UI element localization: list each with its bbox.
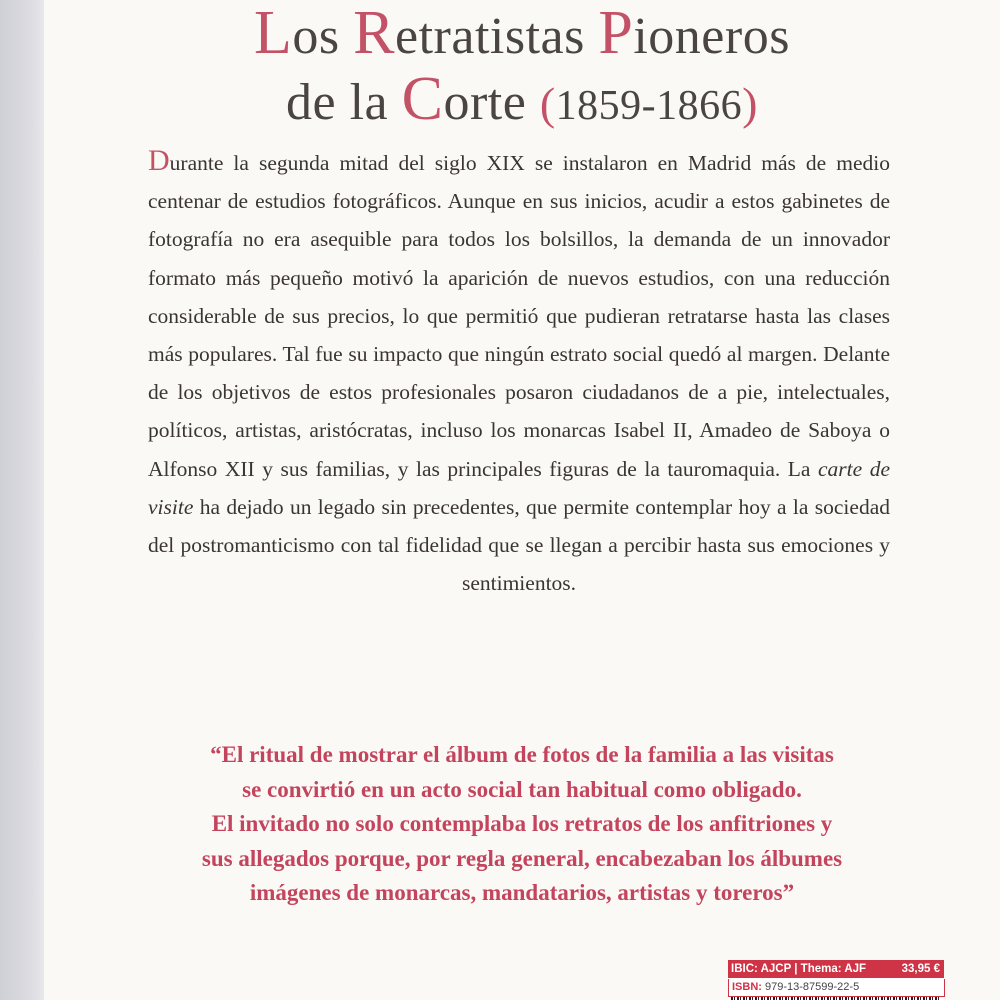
title-paren-open: ( <box>539 78 556 129</box>
title-years: 1859-1866 <box>555 83 743 129</box>
title-cap: R <box>353 0 396 67</box>
quote-line: “El ritual de mostrar el álbum de fotos de la familia a las visitas <box>210 742 834 767</box>
price-label: 33,95 € <box>901 963 940 975</box>
title-word: de la <box>286 74 402 131</box>
isbn-value: 979-13-87599-22-5 <box>765 981 860 993</box>
title-line-2 <box>44 65 1000 137</box>
book-left-edge <box>0 0 44 1000</box>
title-cap: P <box>598 0 634 67</box>
classification-codes: IBIC: AJCP | Thema: AJF <box>731 963 867 975</box>
isbn-label: ISBN: <box>732 981 762 993</box>
quote-line: se convirtió en un acto social tan habitual como obligado. <box>242 776 802 802</box>
drop-cap: D <box>148 144 170 177</box>
synopsis-text: urante la segunda mitad del siglo XIX se instalaron en Madrid más de medio centenar de estudios fotográficos. Aunque en sus inicios, acudir a estos gabinetes de fotografía no era asequible para todos los bolsillos, la demanda de un innovador formato más pequeño motivó la aparición de nuevos estudios, con una reducción considerable de sus precios, lo que permitió que pudieran retratarse hasta las clases más populares. Tal fue su impacto que ningún estrato social quedó al margen. Delante de los objetivos de estos profesionales posaron ciudadanos de a pie, intelectuales, políticos, artistas, aristócratas, incluso los monarcas Isabel II, Amadeo de Saboya o Alfonso XII y sus familias, y las principales figuras de la tauromaquia. La <box>148 151 890 481</box>
quote-line: sus allegados porque, por regla general, encabezaban los álbumes <box>201 845 843 871</box>
title-word: ioneros <box>633 8 790 65</box>
sticker-header <box>728 960 944 978</box>
quote-line: imágenes de monarcas, mandatarios, artistas y toreros” <box>249 880 795 905</box>
title-cap: L <box>254 0 293 67</box>
synopsis-text-end: ha dejado un legado sin precedentes, que permite contemplar hoy a la sociedad del postromanticismo con tal fidelidad que se llegan a percibir hasta sus emociones y sentimientos. <box>148 494 890 596</box>
synopsis-paragraph <box>148 142 890 602</box>
back-cover-page <box>44 0 1000 1000</box>
title-line-1 <box>44 2 1000 68</box>
title-cap: C <box>401 65 444 133</box>
price-sticker <box>728 960 944 1000</box>
title-word: etratistas <box>395 8 599 65</box>
pull-quote <box>44 738 1000 911</box>
title-paren-close: ) <box>742 78 758 129</box>
title-word: os <box>292 8 354 65</box>
quote-line: El invitado no solo contemplaba los retratos de los anfitriones y <box>211 811 833 836</box>
title-word: orte <box>443 74 540 131</box>
isbn-row <box>728 979 945 997</box>
book-title <box>44 2 1000 137</box>
synopsis-italic-term: carte de visite <box>148 456 891 519</box>
